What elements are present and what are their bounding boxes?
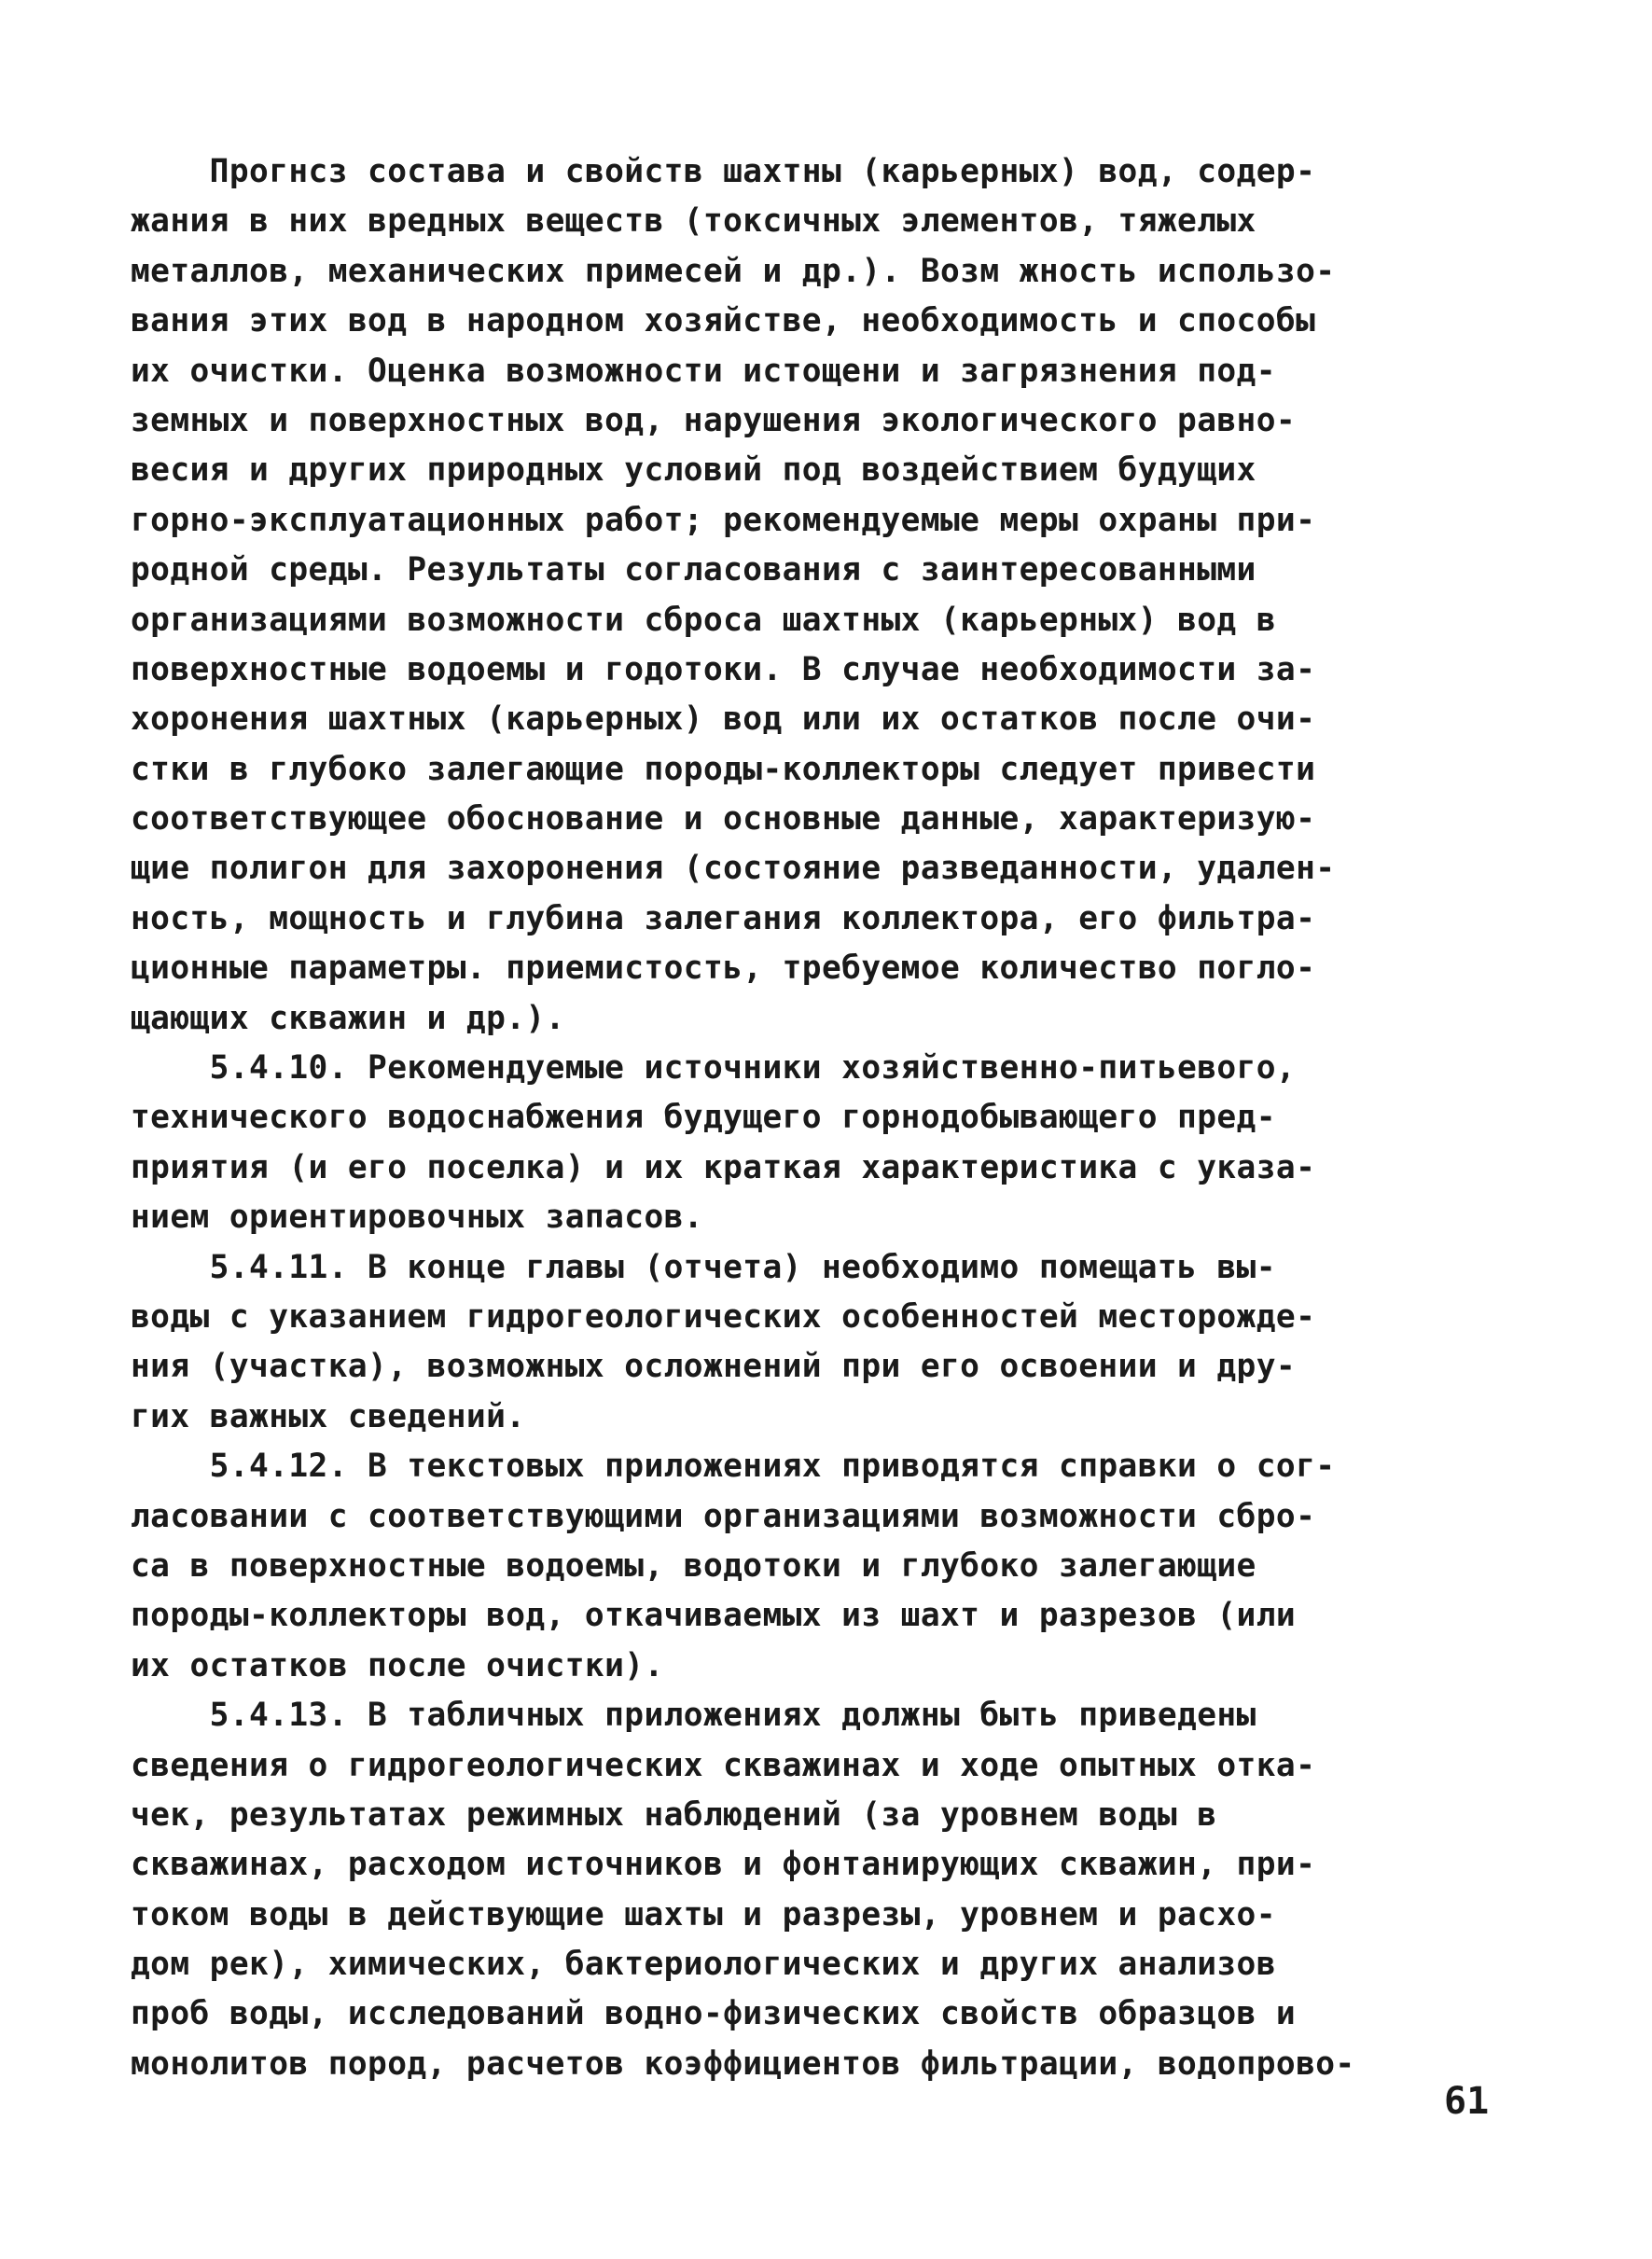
text-line: их очистки. Оценка возможности истощени и загрязнения под- xyxy=(131,352,1276,390)
text-line: соответствующее обоснование и основные данные, характеризую- xyxy=(131,800,1316,838)
text-line: поверхностные водоемы и годотоки. В случае необходимости за- xyxy=(131,650,1316,688)
text-line: воды с указанием гидрогеологических особенностей месторожде- xyxy=(131,1297,1316,1336)
text-line: ционные параметры. приемистость, требуемое количество погло- xyxy=(131,949,1316,988)
text-line: их остатков после очистки). xyxy=(131,1646,664,1684)
text-line: ния (участка), возможных осложнений при его освоении и дру- xyxy=(131,1348,1297,1386)
text-line: горно-эксплуатационных работ; рекомендуемые меры охраны при- xyxy=(131,501,1316,539)
section-heading-line: 5.4.11. В конце главы (отчета) необходимо помещать вы- xyxy=(131,1248,1276,1286)
text-line: хоронения шахтных (карьерных) вод или их остатков после очи- xyxy=(131,700,1316,739)
text-line: Прогнсз состава и свойств шахтны (карьерных) вод, содер- xyxy=(131,153,1316,190)
text-line: проб воды, исследований водно-физических свойств образцов и xyxy=(131,1995,1297,2033)
text-line: монолитов пород, расчетов коэффициентов фильтрации, водопрово- xyxy=(131,2044,1355,2083)
page-number: 61 xyxy=(1444,2080,1490,2123)
text-line: нием ориентировочных запасов. xyxy=(131,1199,703,1237)
text-line: ласовании с соответствующими организациями возможности сбро- xyxy=(131,1497,1316,1535)
text-line: металлов, механических примесей и др.). Возм жность использо- xyxy=(131,252,1336,290)
text-line: весия и других природных условий под воздействием будущих xyxy=(131,451,1256,490)
section-heading-line: 5.4.10. Рекомендуемые источники хозяйственно-питьевого, xyxy=(131,1049,1297,1088)
text-line: земных и поверхностных вод, нарушения экологического равно- xyxy=(131,401,1297,439)
text-line: скважинах, расходом источников и фонтанирующих скважин, при- xyxy=(131,1846,1316,1884)
text-line: гих важных сведений. xyxy=(131,1397,526,1435)
section-heading-line: 5.4.12. В текстовых приложениях приводятся справки о сог- xyxy=(131,1448,1336,1486)
body-text xyxy=(131,147,1530,2089)
text-line: жания в них вредных веществ (токсичных элементов, тяжелых xyxy=(131,202,1256,241)
text-line: стки в глубоко залегающие породы-коллекторы следует привести xyxy=(131,750,1316,788)
text-line: приятия (и его поселка) и их краткая характеристика с указа- xyxy=(131,1148,1316,1186)
text-line: током воды в действующие шахты и разрезы, уровнем и расхо- xyxy=(131,1895,1276,1933)
text-line: щающих скважин и др.). xyxy=(131,999,565,1037)
text-line: организациями возможности сброса шахтных (карьерных) вод в xyxy=(131,601,1276,639)
text-line: вания этих вод в народном хозяйстве, необходимость и способы xyxy=(131,302,1316,340)
text-line: ность, мощность и глубина залегания коллектора, его фильтра- xyxy=(131,899,1316,937)
text-line: родной среды. Результаты согласования с заинтересованными xyxy=(131,551,1256,589)
text-line: щие полигон для захоронения (состояние разведанности, удален- xyxy=(131,850,1336,888)
text-line: породы-коллекторы вод, откачиваемых из шахт и разрезов (или xyxy=(131,1597,1297,1635)
text-line: технического водоснабжения будущего горнодобывающего пред- xyxy=(131,1099,1276,1137)
section-heading-line: 5.4.13. В табличных приложениях должны быть приведены xyxy=(131,1697,1256,1735)
text-line: сведения о гидрогеологических скважинах и ходе опытных отка- xyxy=(131,1746,1316,1784)
text-line: дом рек), химических, бактериологических и других анализов xyxy=(131,1946,1276,1984)
text-line: чек, результатах режимных наблюдений (за уровнем воды в xyxy=(131,1795,1217,1834)
text-line: са в поверхностные водоемы, водотоки и глубоко залегающие xyxy=(131,1546,1256,1585)
